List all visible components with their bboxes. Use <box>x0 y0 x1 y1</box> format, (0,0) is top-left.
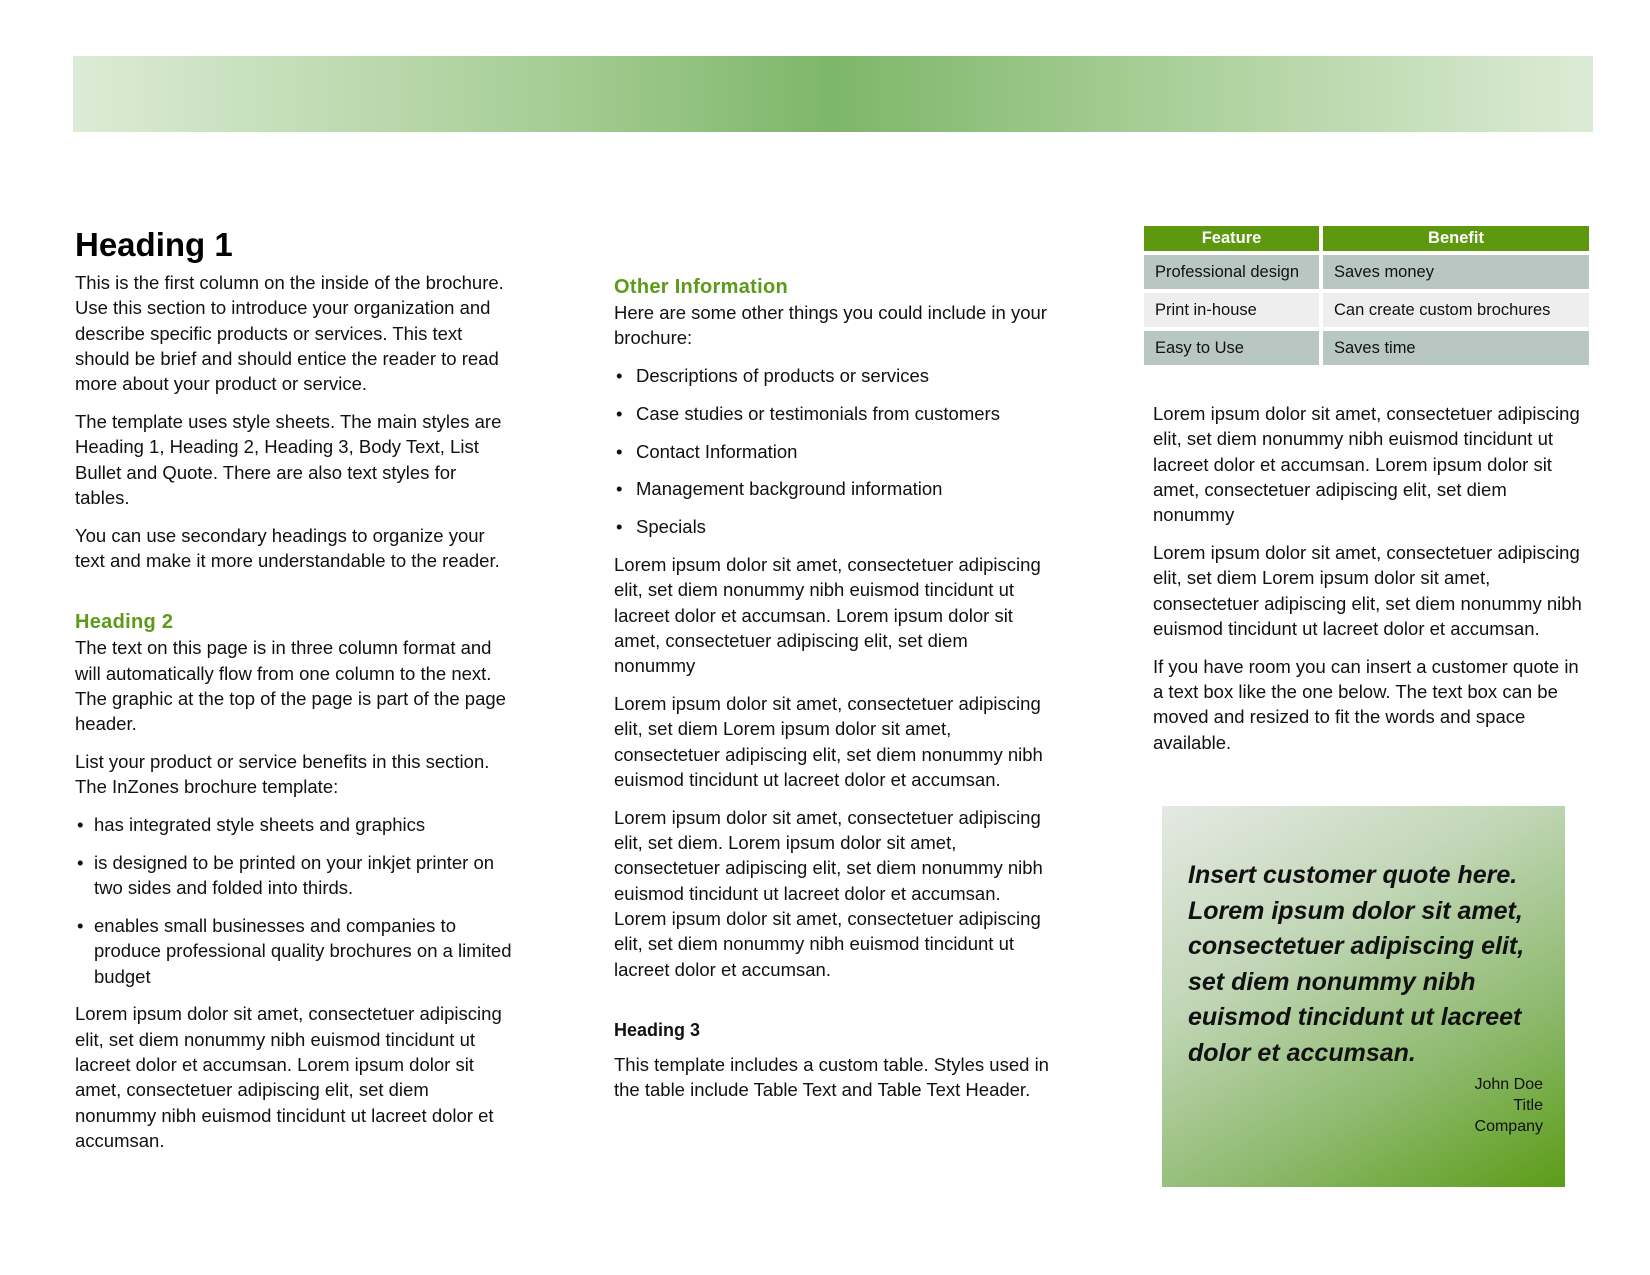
list-item: • enables small businesses and companies to produce professional quality brochures on a limited budget <box>75 913 515 989</box>
column-2 <box>614 274 1054 1115</box>
table-cell: Saves time <box>1323 331 1589 365</box>
header-banner-graphic <box>73 56 1593 132</box>
list-item: • Contact Information <box>614 439 1054 464</box>
lorem-paragraph: Lorem ipsum dolor sit amet, consectetuer adipiscing elit, set diem nonummy nibh euismod tincidunt ut lacreet dolor et accumsan. Lorem ipsum dolor sit amet, consectetuer adipiscing elit, set diem nonummy nibh euismod tincidunt ut lacreet dolor et accumsan. <box>75 1003 502 1151</box>
lorem-paragraph: Lorem ipsum dolor sit amet, consectetuer adipiscing elit, set diem. Lorem ipsum dolor sit amet, consectetuer adipiscing elit, set diem nonummy nibh euismod tincidunt ut lacreet dolor et accumsan. Lorem ipsum dolor sit amet, consectetuer adipiscing elit, set diem nonummy nibh euismod tincidunt ut lacreet dolor et accumsan. <box>614 806 1043 980</box>
table-cell: Can create custom brochures <box>1323 293 1589 327</box>
heading-1: Heading 1 <box>75 226 233 263</box>
customer-quote-box <box>1162 806 1565 1187</box>
quote-title: Title <box>1513 1097 1543 1114</box>
other-information-heading: Other Information <box>614 276 788 298</box>
quote-company: Company <box>1474 1118 1543 1135</box>
heading-2: Heading 2 <box>75 611 174 634</box>
list-item: • Case studies or testimonials from customers <box>614 401 1054 426</box>
intro-paragraph: This is the first column on the inside of the brochure. Use this section to introduce your organization and describe specific products or services. This text should be brief and should entice the reader to read more about your product or service. <box>75 272 504 395</box>
list-item: • Specials <box>614 514 1054 539</box>
lorem-paragraph: Lorem ipsum dolor sit amet, consectetuer adipiscing elit, set diem nonummy nibh euismod tincidunt ut lacreet dolor et accumsan. Lorem ipsum dolor sit amet, consectetuer adipiscing elit, set diem nonummy <box>1153 403 1580 526</box>
table-row <box>1144 293 1589 327</box>
table-header-benefit: Benefit <box>1323 226 1589 251</box>
lorem-paragraph: Lorem ipsum dolor sit amet, consectetuer adipiscing elit, set diem Lorem ipsum dolor sit amet, consectetuer adipiscing elit, set diem nonummy nibh euismod tincidunt ut lacreet dolor et accumsan. <box>614 693 1043 790</box>
table-header-feature: Feature <box>1144 226 1319 251</box>
table-header-row <box>1144 226 1589 251</box>
format-paragraph: The text on this page is in three column format and will automatically flow from one column to the next. The graphic at the top of the page is part of the page header. <box>75 637 506 735</box>
benefits-paragraph: List your product or service benefits in this section. The InZones brochure template: <box>75 750 490 798</box>
list-item: • is designed to be printed on your inkjet printer on two sides and folded into thirds. <box>75 850 515 901</box>
list-item: • has integrated style sheets and graphics <box>75 812 515 837</box>
lorem-paragraph: Lorem ipsum dolor sit amet, consectetuer adipiscing elit, set diem nonummy nibh euismod tincidunt ut lacreet dolor et accumsan. Lorem ipsum dolor sit amet, consectetuer adipiscing elit, set diem nonummy <box>614 554 1041 677</box>
lorem-paragraph: Lorem ipsum dolor sit amet, consectetuer adipiscing elit, set diem Lorem ipsum dolor sit amet, consectetuer adipiscing elit, set diem nonummy nibh euismod tincidunt ut lacreet dolor et accumsan. <box>1153 541 1582 639</box>
feature-benefit-table <box>1140 222 1593 369</box>
column-3 <box>1153 401 1593 767</box>
table-cell: Print in-house <box>1144 293 1319 327</box>
table-cell: Saves money <box>1323 255 1589 289</box>
list-item: • Management background information <box>614 476 1054 501</box>
secondary-headings-paragraph: You can use secondary headings to organize your text and make it more understandable to the reader. <box>75 524 500 571</box>
table-description-paragraph: This template includes a custom table. Styles used in the table include Table Text and Table Text Header. <box>614 1053 1049 1101</box>
quote-text: Insert customer quote here. Lorem ipsum dolor sit amet, consectetuer adipiscing elit, set diem nonummy nibh euismod tincidunt ut lacreet dolor et accumsan. <box>1188 861 1525 1067</box>
benefits-list <box>75 812 515 989</box>
table-cell: Easy to Use <box>1144 331 1319 365</box>
table-row <box>1144 255 1589 289</box>
other-info-intro: Here are some other things you could include in your brochure: <box>614 302 1047 349</box>
styles-paragraph: The template uses style sheets. The main styles are Heading 1, Heading 2, Heading 3, Body Text, List Bullet and Quote. There are also text styles for tables. <box>75 410 502 508</box>
heading-3: Heading 3 <box>614 1019 701 1040</box>
table-row <box>1144 331 1589 365</box>
column-1 <box>75 226 515 1166</box>
quote-instructions-paragraph: If you have room you can insert a customer quote in a text box like the one below. The text box can be moved and resized to fit the words and space available. <box>1153 655 1579 753</box>
quote-attribution <box>1188 1074 1543 1137</box>
table-cell: Professional design <box>1144 255 1319 289</box>
list-item: • Descriptions of products or services <box>614 363 1054 388</box>
quote-name: John Doe <box>1474 1076 1543 1093</box>
other-info-list <box>614 363 1054 539</box>
